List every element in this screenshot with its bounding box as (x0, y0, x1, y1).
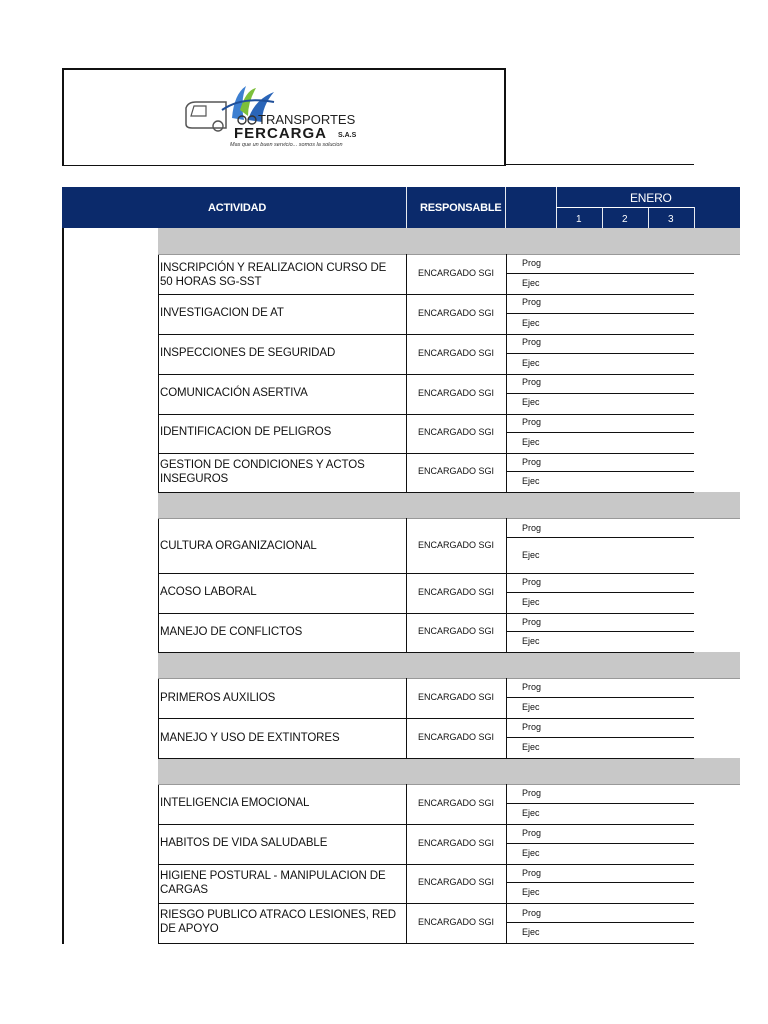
row-prog: Prog (522, 788, 542, 798)
header-month: ENERO (630, 191, 672, 205)
table-row (158, 784, 694, 825)
cell-divider (506, 882, 694, 883)
row-actividad: COMUNICACIÓN ASERTIVA (160, 387, 308, 399)
cell-divider (506, 678, 507, 718)
table-row (158, 374, 694, 415)
row-prog: Prog (522, 908, 542, 918)
row-ejec: Ejec (522, 848, 540, 858)
cell-divider (506, 471, 694, 472)
table-row (158, 678, 694, 719)
row-responsable: ENCARGADO SGI (417, 540, 494, 550)
header-divider (406, 187, 407, 228)
cell-divider (506, 631, 694, 632)
row-actividad: INVESTIGACION DE AT (160, 307, 284, 319)
row-responsable: ENCARGADO SGI (417, 427, 494, 437)
header-divider (505, 187, 506, 228)
row-responsable: ENCARGADO SGI (417, 917, 494, 927)
row-prog: Prog (522, 457, 542, 467)
section-band (158, 492, 740, 519)
logo-brand-suffix: S.A.S (338, 132, 357, 139)
row-responsable: ENCARGADO SGI (417, 466, 494, 476)
left-border (62, 228, 64, 944)
row-ejec: Ejec (522, 476, 540, 486)
cell-divider (506, 718, 507, 758)
header-divider (648, 207, 649, 228)
header-divider (556, 207, 694, 208)
row-prog: Prog (522, 417, 542, 427)
table-row (158, 294, 694, 335)
row-prog: Prog (522, 523, 542, 533)
row-responsable: ENCARGADO SGI (417, 268, 494, 278)
row-ejec: Ejec (522, 397, 540, 407)
row-actividad: INSCRIPCIÓN Y REALIZACION CURSO DE 50 HORAS SG-SST (160, 262, 387, 288)
row-ejec: Ejec (522, 437, 540, 447)
row-prog: Prog (522, 577, 542, 587)
row-ejec: Ejec (522, 358, 540, 368)
table-row (158, 518, 694, 574)
header-actividad: ACTIVIDAD (208, 202, 267, 214)
logo-box (62, 68, 506, 166)
row-ejec: Ejec (522, 636, 540, 646)
table-row (158, 414, 694, 454)
section-band (158, 228, 740, 255)
row-prog: Prog (522, 868, 542, 878)
cell-divider (506, 374, 507, 414)
cell-divider (506, 573, 507, 613)
row-responsable: ENCARGADO SGI (417, 388, 494, 398)
cell-divider (506, 273, 694, 274)
cell-divider (506, 697, 694, 698)
row-actividad: ACOSO LABORAL (160, 586, 257, 598)
cell-divider (506, 537, 694, 538)
cell-divider (506, 864, 507, 903)
row-actividad: INSPECCIONES DE SEGURIDAD (160, 347, 336, 359)
row-responsable: ENCARGADO SGI (417, 308, 494, 318)
table-row (158, 864, 694, 904)
row-actividad: RIESGO PUBLICO ATRACO LESIONES, RED DE APOYO (160, 909, 396, 935)
row-responsable: ENCARGADO SGI (417, 838, 494, 848)
table-row (158, 613, 694, 653)
row-prog: Prog (522, 337, 542, 347)
row-actividad: IDENTIFICACION DE PELIGROS (160, 426, 332, 438)
row-responsable: ENCARGADO SGI (417, 877, 494, 887)
cell-divider (506, 903, 507, 943)
cell-divider (506, 334, 507, 374)
table-row (158, 573, 694, 614)
cell-divider (506, 393, 694, 394)
row-prog: Prog (522, 377, 542, 387)
cell-divider (506, 592, 694, 593)
table-header (62, 187, 740, 228)
row-prog: Prog (522, 682, 542, 692)
row-prog: Prog (522, 828, 542, 838)
row-ejec: Ejec (522, 927, 540, 937)
row-ejec: Ejec (522, 702, 540, 712)
header-responsable: RESPONSABLE (420, 202, 502, 214)
cell-divider (506, 254, 507, 294)
table-row (158, 718, 694, 759)
cell-divider (506, 453, 507, 492)
table-row (158, 334, 694, 375)
cell-divider (506, 414, 507, 453)
row-ejec: Ejec (522, 318, 540, 328)
logo-tagline: Mas que un buen servicio... somos la solucion (230, 142, 343, 148)
table-row (158, 903, 694, 944)
company-logo (182, 80, 402, 150)
table-row (158, 254, 694, 295)
row-prog: Prog (522, 722, 542, 732)
row-actividad: CULTURA ORGANIZACIONAL (160, 540, 317, 552)
row-ejec: Ejec (522, 742, 540, 752)
cell-divider (506, 803, 694, 804)
cell-divider (506, 784, 507, 824)
row-ejec: Ejec (522, 550, 540, 560)
header-divider (694, 207, 695, 228)
cell-divider (506, 518, 507, 573)
divider (506, 164, 694, 165)
cell-divider (506, 737, 694, 738)
row-prog: Prog (522, 617, 542, 627)
header-day: 2 (622, 214, 628, 225)
table-row (158, 453, 694, 493)
cell-divider (506, 922, 694, 923)
section-band (158, 758, 740, 785)
row-responsable: ENCARGADO SGI (417, 587, 494, 597)
cell-divider (506, 843, 694, 844)
header-day: 3 (668, 214, 674, 225)
row-responsable: ENCARGADO SGI (417, 798, 494, 808)
cell-divider (506, 432, 694, 433)
row-actividad: PRIMEROS AUXILIOS (160, 692, 276, 704)
row-ejec: Ejec (522, 278, 540, 288)
row-actividad: GESTION DE CONDICIONES Y ACTOS INSEGUROS (160, 459, 365, 485)
logo-brand-main: FERCARGA (234, 125, 327, 142)
row-responsable: ENCARGADO SGI (417, 348, 494, 358)
cell-divider (506, 313, 694, 314)
section-band (158, 652, 740, 679)
row-responsable: ENCARGADO SGI (417, 626, 494, 636)
header-divider (602, 207, 603, 228)
row-actividad: MANEJO Y USO DE EXTINTORES (160, 732, 340, 744)
row-actividad: HABITOS DE VIDA SALUDABLE (160, 837, 328, 849)
row-prog: Prog (522, 258, 542, 268)
row-ejec: Ejec (522, 597, 540, 607)
header-day: 1 (576, 214, 582, 225)
row-responsable: ENCARGADO SGI (417, 732, 494, 742)
cell-divider (506, 613, 507, 652)
row-ejec: Ejec (522, 808, 540, 818)
row-actividad: INTELIGENCIA EMOCIONAL (160, 797, 310, 809)
cell-divider (506, 824, 507, 864)
row-actividad: MANEJO DE CONFLICTOS (160, 626, 303, 638)
row-prog: Prog (522, 297, 542, 307)
row-ejec: Ejec (522, 887, 540, 897)
cell-divider (506, 353, 694, 354)
row-responsable: ENCARGADO SGI (417, 692, 494, 702)
cell-divider (506, 294, 507, 334)
logo-brand-top: TRANSPORTES (258, 112, 356, 127)
table-row (158, 824, 694, 865)
row-actividad: HIGIENE POSTURAL - MANIPULACION DE CARGAS (160, 870, 386, 896)
